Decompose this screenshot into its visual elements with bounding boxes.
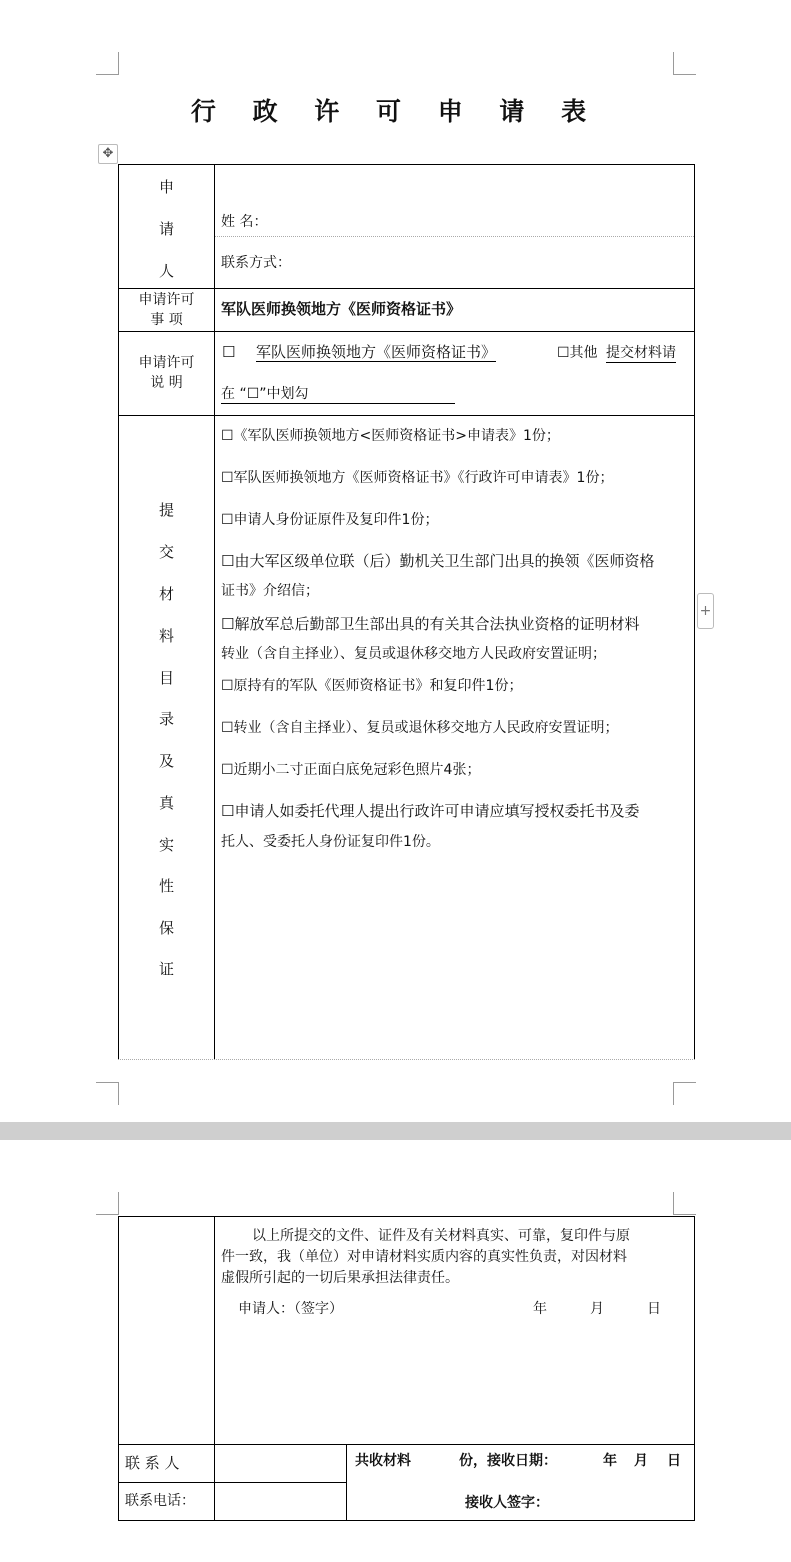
receiver-signature-label: 接收人签字： [465, 1495, 549, 1511]
page-title: 行 政 许 可 申 请 表 [190, 97, 601, 126]
declaration-text: 虚假所引起的一切后果承担法律责任。 [221, 1270, 459, 1286]
received-month: 月 [634, 1453, 648, 1469]
page-corner-mark [96, 52, 119, 75]
contact-phone-label: 联系电话： [125, 1493, 195, 1509]
option-military-doctor: 军队医师换领地方《医师资格证书》 [256, 343, 497, 361]
page-corner-mark [673, 1082, 696, 1105]
received-year: 年 [603, 1453, 617, 1469]
declaration-text: 件一致，我（单位）对申请材料实质内容的真实性负责，对因材料 [221, 1249, 627, 1265]
material-item[interactable]: ☐解放军总后勤部卫生部出具的有关其合法执业资格的证明材料 [221, 615, 640, 633]
sign-date-month: 月 [590, 1301, 604, 1317]
received-day: 日 [667, 1453, 681, 1469]
material-item[interactable]: ☐军队医师换领地方《医师资格证书》《行政许可申请表》1份； [221, 470, 614, 486]
permit-desc-label: 申请许可 [138, 355, 195, 371]
material-item[interactable]: ☐申请人如委托代理人提出行政许可申请应填写授权委托书及委 [221, 802, 640, 820]
permit-item-label: 事 项 [150, 312, 183, 328]
applicant-side-label: 请 [158, 220, 174, 238]
sign-date-year: 年 [533, 1301, 547, 1317]
material-item-continued: 证书》介绍信； [221, 583, 319, 599]
material-item[interactable]: ☐由大军区级单位联（后）勤机关卫生部门出具的换领《医师资格 [221, 552, 655, 570]
material-item[interactable]: ☐近期小二寸正面白底免冠彩色照片4张； [221, 762, 481, 778]
option-other[interactable]: ☐其他 [557, 345, 598, 361]
applicant-signature-label: 申请人：（签字） [238, 1301, 343, 1317]
permit-desc-label: 说 明 [150, 375, 183, 391]
declaration-text: 以上所提交的文件、证件及有关材料真实、可靠，复印件与原 [252, 1228, 630, 1244]
sign-date-day: 日 [647, 1301, 661, 1317]
table-move-handle-icon[interactable]: ✥ [98, 144, 118, 164]
document-page-2 [0, 1140, 791, 1562]
page-corner-mark [673, 52, 696, 75]
option-other-underlined: 提交材料请 [606, 345, 676, 361]
page-corner-mark [96, 1082, 119, 1105]
option-checkbox[interactable]: ☐ [222, 343, 236, 361]
material-item-continued: 转业（含自主择业）、复员或退休移交地方人民政府安置证明； [221, 646, 606, 662]
permit-desc-instruction: 在 “☐”中划勾 [221, 385, 455, 404]
permit-item-value: 军队医师换领地方《医师资格证书》 [221, 300, 462, 318]
add-column-button[interactable]: + [697, 593, 714, 629]
received-date-label: 份，接收日期： [459, 1453, 557, 1469]
permit-item-label: 申请许可 [138, 292, 195, 308]
page-corner-mark [96, 1192, 119, 1215]
document-page-1: 行 政 许 可 申 请 表 ✥ + 申 请 人 姓 名： 联系方式： 申请许可 事 项 军队医师换领地方《医师资格证书》 申请许可 说 明 ☐ 军队医师换领地方《医师资格证书》 ☐其他 提交材料请 在 “☐”中划勾 提 交 材 料 目 录 及 真 实 性 保 证 ☐《军队医师换领地方<医师资格证书>申请表》1份； ☐军队医师换领地方《医师资格证书》《行政许可申请表》1份； ☐申请人身份证原件及复印件1份； ☐由大军区级单位联（后）勤机关卫生部门出具的换领《医师资格 证书》介绍信； ☐解放军总后勤部卫生部出具的有关其合法执业资格的证明材料 转业（含自主择业）、复员或退休移交地方人民政府安置证明； ☐原持有的军队《医师资格证书》和复印件1份； ☐转业（含自主择业）、复员或退休移交地方人民政府安置证明； ☐近期小二寸正面白底免冠彩色照片4张； ☐申请人如委托代理人提出行政许可申请应填写授权委托书及委 托人、受委托人身份证复印件1份。 [0, 0, 791, 1122]
receiver-signature-field[interactable] [560, 1490, 680, 1514]
received-count-label: 共收材料 [355, 1453, 411, 1469]
name-field[interactable] [300, 212, 680, 232]
contact-field-label: 联系方式： [221, 255, 291, 271]
contact-person-label: 联 系 人 [125, 1454, 180, 1472]
contact-field[interactable] [300, 252, 680, 274]
contact-phone-field[interactable] [216, 1484, 345, 1519]
contact-person-field[interactable] [216, 1446, 345, 1481]
applicant-signature-field[interactable] [360, 1298, 520, 1320]
material-item-continued: 托人、受委托人身份证复印件1份。 [221, 834, 440, 850]
page-corner-mark [673, 1192, 696, 1215]
material-item[interactable]: ☐《军队医师换领地方<医师资格证书>申请表》1份； [221, 428, 560, 444]
material-item[interactable]: ☐申请人身份证原件及复印件1份； [221, 512, 439, 528]
material-item[interactable]: ☐转业（含自主择业）、复员或退休移交地方人民政府安置证明； [221, 720, 619, 736]
page-break-separator [0, 1122, 791, 1140]
material-item[interactable]: ☐原持有的军队《医师资格证书》和复印件1份； [221, 678, 523, 694]
name-field-label: 姓 名： [221, 214, 268, 230]
applicant-side-label: 申 [158, 178, 174, 196]
applicant-side-label: 人 [158, 262, 174, 280]
